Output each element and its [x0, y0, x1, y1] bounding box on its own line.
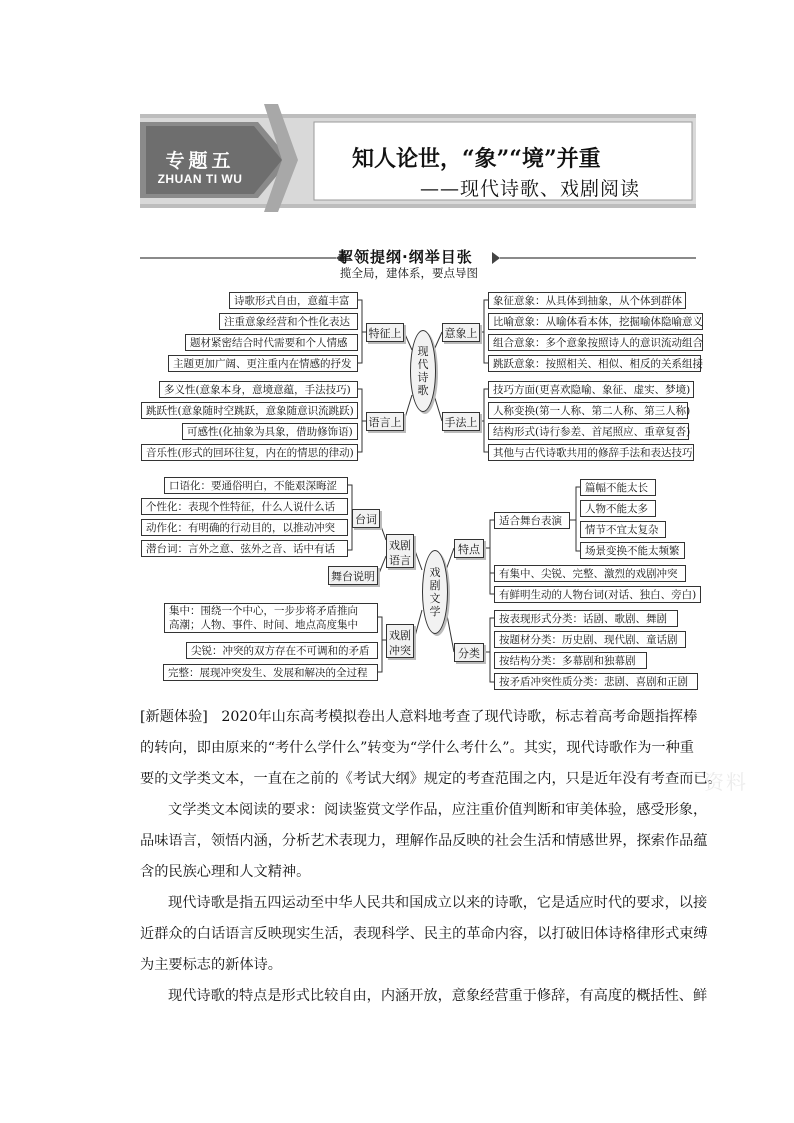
drama-stage-item: 篇幅不能太长	[580, 479, 656, 496]
drama-lines-label: 台词	[352, 509, 380, 528]
drama-stage-item: 人物不能太多	[580, 500, 656, 517]
drama-conflict-focus	[164, 603, 378, 633]
paragraph-line: 含的民族心理和人文精神。	[140, 864, 311, 880]
drama-language-item: 口语化：要通俗明白，不能艰深晦涩	[164, 477, 348, 494]
poetry-technique-item: 技巧方面(更喜欢隐喻、象征、虚实、梦境)	[488, 381, 694, 398]
drama-conflict-item: 完整：展现冲突发生、发展和解决的全过程	[163, 664, 378, 681]
poetry-technique-item: 其他与古代诗歌共用的修辞手法和表达技巧	[488, 444, 694, 461]
drama-feature-item: 有鲜明生动的人物台词(对话、独白、旁白)	[494, 586, 701, 603]
paragraph-line: 文学类文本阅读的要求：阅读鉴赏文学作品，应注重价值判断和审美体验，感受形象，	[168, 802, 708, 818]
paragraph-line: 要的文学类文本，一直在之前的《考试大纲》规定的考查范围之内，只是近年没有考查而已。	[140, 771, 722, 787]
new-question-tag: [新题体验]	[140, 709, 208, 725]
drama-features-label: 特点	[454, 539, 484, 558]
paragraph-line	[140, 702, 698, 733]
drama-conflict-item: 尖锐：冲突的双方存在不可调和的矛盾	[186, 642, 378, 659]
drama-classification-item: 按结构分类：多幕剧和独幕剧	[494, 652, 647, 669]
paragraph-line: 近群众的白话语言反映现实生活，表现科学、民主的革命内容，以打破旧体诗格律形式束缚	[140, 926, 708, 942]
drama-classification-item: 按表现形式分类：话剧、歌剧、舞剧	[494, 610, 678, 627]
watermark: 资料	[704, 770, 748, 794]
poetry-technique-label: 手法上	[442, 412, 480, 431]
poetry-feature-label: 特征上	[366, 323, 404, 342]
poetry-imagery-item: 跳跃意象：按照相关、相似、相反的关系组接	[488, 355, 701, 372]
poetry-technique-item: 结构形式(诗行参差、首尾照应、重章复沓)	[488, 423, 689, 440]
drama-language-item: 个性化：表现个性特征，什么人说什么话	[141, 498, 348, 515]
drama-conflict-focus-line: 高潮；人物、事件、时间、地点高度集中	[169, 619, 358, 631]
paragraph-intro	[140, 702, 722, 795]
paragraph-requirements	[140, 795, 708, 888]
poetry-center-node: 现代诗歌	[410, 330, 436, 412]
paragraph-line: 现代诗歌是指五四运动至中华人民共和国成立以来的诗歌，它是适应时代的要求，以接	[168, 895, 708, 911]
chapter-tag: 专题五	[165, 150, 235, 172]
poetry-feature-item: 主题更加广阔、更注重内在情感的抒发	[168, 355, 358, 372]
paragraph-line: 现代诗歌的特点是形式比较自由，内涵开放，意象经营重于修辞，有高度的概括性、鲜	[168, 988, 708, 1004]
poetry-language-item: 多义性(意象本身，意境意蕴，手法技巧)	[159, 381, 358, 398]
poetry-imagery-label: 意象上	[442, 323, 480, 342]
poetry-technique-item: 人称变换(第一人称、第二人称、第三人称)	[488, 402, 688, 419]
poetry-feature-item: 注重意象经营和个性化表达	[219, 313, 358, 330]
drama-stage-item: 场景变换不能太频繁	[580, 542, 685, 559]
poetry-feature-item: 题材紧密结合时代需要和个人情感	[185, 334, 358, 351]
paragraph-modern-poetry-features	[140, 981, 708, 1012]
drama-classification-label: 分类	[454, 643, 484, 662]
paragraph-line: 的转向，即由原来的“考什么学什么”转变为“学什么考什么”。其实，现代诗歌作为一种重	[140, 740, 694, 756]
poetry-language-item: 音乐性(形式的回环往复，内在的情思的律动)	[141, 444, 358, 461]
drama-classification-item: 按矛盾冲突性质分类：悲剧、喜剧和正剧	[494, 673, 698, 690]
paragraph-line: 为主要标志的新体诗。	[140, 957, 282, 973]
drama-center-node: 戏剧文学	[422, 550, 448, 634]
drama-conflict-focus-line: 集中：围绕一个中心，一步步将矛盾推向	[169, 605, 358, 617]
drama-classification-item: 按题材分类：历史剧、现代剧、童话剧	[494, 631, 686, 648]
poetry-imagery-item: 组合意象：多个意象按照诗人的意识流动组合	[488, 334, 703, 351]
drama-language-label: 戏剧语言	[386, 534, 414, 568]
chapter-title: 知人论世，“象”“境”并重	[352, 146, 601, 172]
drama-language-item: 动作化：有明确的行动目的，以推动冲突	[141, 519, 348, 536]
drama-conflict-label: 戏剧冲突	[386, 624, 414, 658]
poetry-language-item: 可感性(化抽象为具象，借助修饰语)	[182, 423, 358, 440]
drama-language-item: 潜台词：言外之意、弦外之音、话中有话	[141, 540, 348, 557]
section-title: 挈领提纲·纲举目张	[338, 248, 473, 266]
drama-feature-item: 有集中、尖锐、完整、激烈的戏剧冲突	[494, 565, 686, 582]
drama-stage-item: 情节不宜太复杂	[580, 521, 666, 538]
poetry-imagery-item: 象征意象：从具体到抽象，从个体到群体	[488, 292, 686, 309]
poetry-feature-item: 诗歌形式自由，意蕴丰富	[229, 292, 358, 309]
drama-stage-suitability: 适合舞台表演	[494, 512, 570, 529]
chapter-tag-pinyin: ZHUAN TI WU	[157, 172, 243, 186]
drama-stage-directions-label: 舞台说明	[328, 566, 378, 585]
poetry-imagery-item: 比喻意象：从喻体看本体，挖掘喻体隐喻意义	[488, 313, 703, 330]
poetry-language-item: 跳跃性(意象随时空跳跃，意象随意识流跳跃)	[141, 402, 358, 419]
section-subtitle: 揽全局，建体系，要点导图	[340, 266, 478, 280]
poetry-language-label: 语言上	[366, 412, 404, 431]
paragraph-text: 2020年山东高考模拟卷出人意料地考查了现代诗歌，标志着高考命题指挥棒	[221, 709, 698, 725]
chapter-subtitle: ——现代诗歌、戏剧阅读	[420, 178, 641, 200]
paragraph-modern-poetry-definition	[140, 888, 708, 981]
paragraph-line: 品味语言，领悟内涵，分析艺术表现力，理解作品反映的社会生活和情感世界，探索作品蕴	[140, 833, 708, 849]
